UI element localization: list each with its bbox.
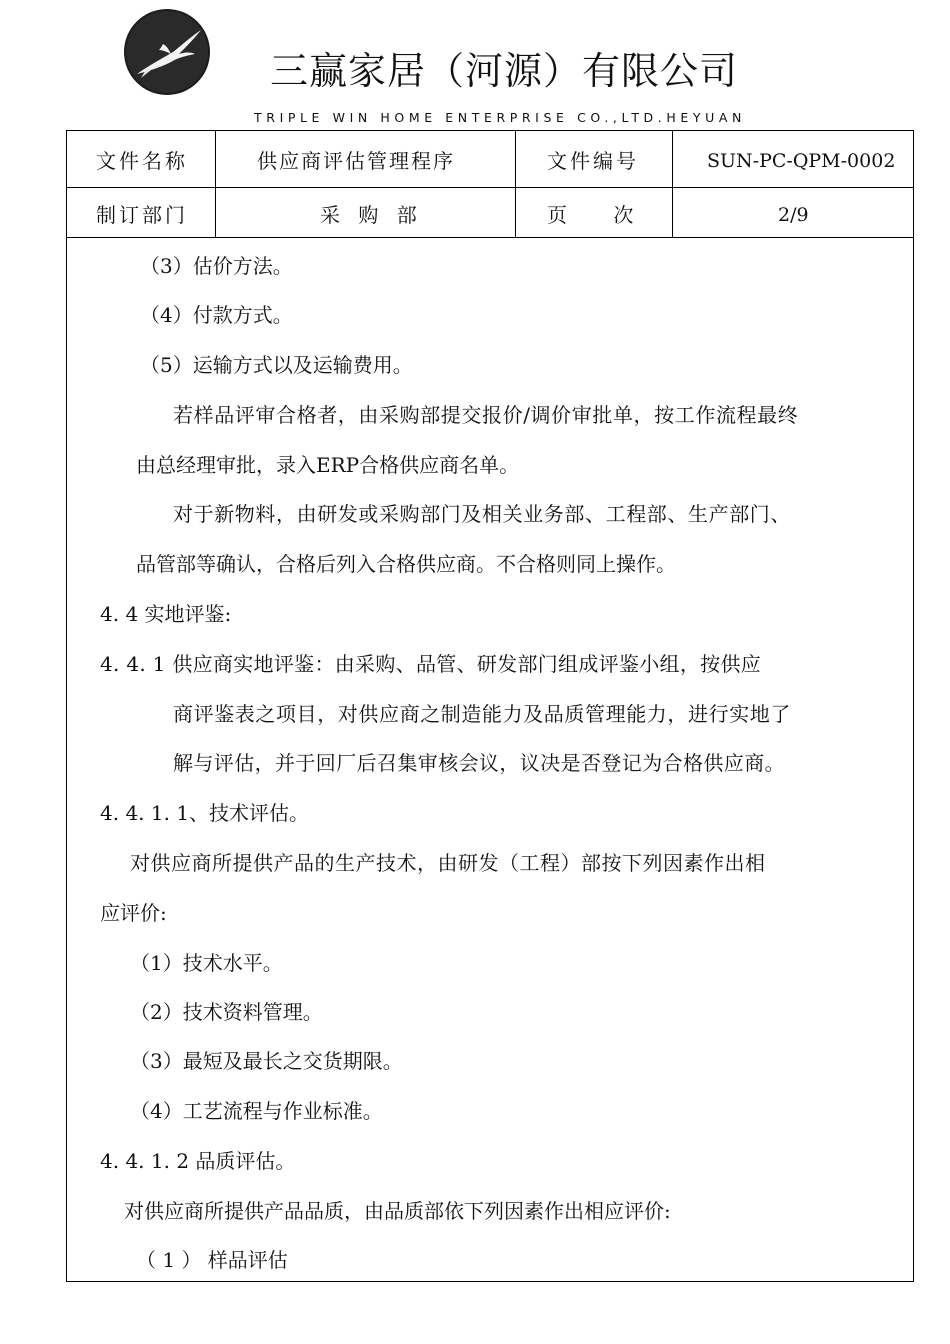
list-item: （1）技术水平。: [130, 951, 283, 975]
paragraph-line: 品管部等确认，合格后列入合格供应商。不合格则同上操作。: [136, 552, 676, 576]
dept-value: 采 购 部: [320, 203, 423, 227]
paragraph-line: 应评价:: [100, 901, 167, 925]
page-value: 2/9: [778, 204, 809, 226]
paragraph-line: 对供应商所提供产品品质，由品质部依下列因素作出相应评价:: [124, 1199, 671, 1223]
section-heading: 4. 4. 1 供应商实地评鉴：由采购、品管、研发部门组成评鉴小组，按供应: [100, 652, 762, 676]
list-item: （3）最短及最长之交货期限。: [130, 1049, 403, 1073]
list-item: （2）技术资料管理。: [130, 1000, 323, 1024]
paragraph-line: 由总经理审批，录入ERP合格供应商名单。: [136, 453, 520, 477]
table-bottom-divider: [67, 237, 913, 238]
company-name-en: TRIPLE WIN HOME ENTERPRISE CO.,LTD.HEYUAN: [254, 110, 746, 125]
seagull-logo-icon: [123, 8, 211, 96]
section-heading: 4. 4. 1. 2 品质评估。: [100, 1149, 296, 1173]
company-name-cn: 三赢家居（河源）有限公司: [270, 49, 739, 93]
list-item: （4）工艺流程与作业标准。: [130, 1099, 383, 1123]
list-item: （ 1 ） 样品评估: [136, 1248, 288, 1272]
list-item: （4）付款方式。: [140, 303, 293, 327]
doc-name-value: 供应商评估管理程序: [257, 149, 455, 173]
list-item: （5）运输方式以及运输费用。: [140, 353, 413, 377]
section-heading: 4. 4. 1. 1、技术评估。: [100, 801, 310, 825]
paragraph-line: 解与评估，并于回厂后召集审核会议，议决是否登记为合格供应商。: [173, 751, 785, 775]
list-item: （3）估价方法。: [140, 254, 293, 278]
paragraph-line: 对于新物料，由研发或采购部门及相关业务部、工程部、生产部门、: [173, 502, 791, 526]
table-col-divider: [215, 131, 216, 238]
dept-label: 制订部门: [96, 203, 188, 227]
doc-number-label: 文件编号: [547, 149, 639, 173]
doc-name-label: 文件名称: [96, 149, 188, 173]
section-heading: 4. 4 实地评鉴:: [100, 602, 232, 626]
paragraph-line: 对供应商所提供产品的生产技术，由研发（工程）部按下列因素作出相: [130, 851, 766, 875]
page-label: 页 次: [547, 203, 654, 227]
table-row-divider: [67, 187, 913, 188]
doc-number-value: SUN-PC-QPM-0002: [707, 150, 896, 172]
paragraph-line: 商评鉴表之项目，对供应商之制造能力及品质管理能力，进行实地了: [173, 702, 791, 726]
paragraph-line: 若样品评审合格者，由采购部提交报价/调价审批单，按工作流程最终: [173, 403, 799, 427]
table-col-divider: [672, 131, 673, 238]
table-col-divider: [515, 131, 516, 238]
